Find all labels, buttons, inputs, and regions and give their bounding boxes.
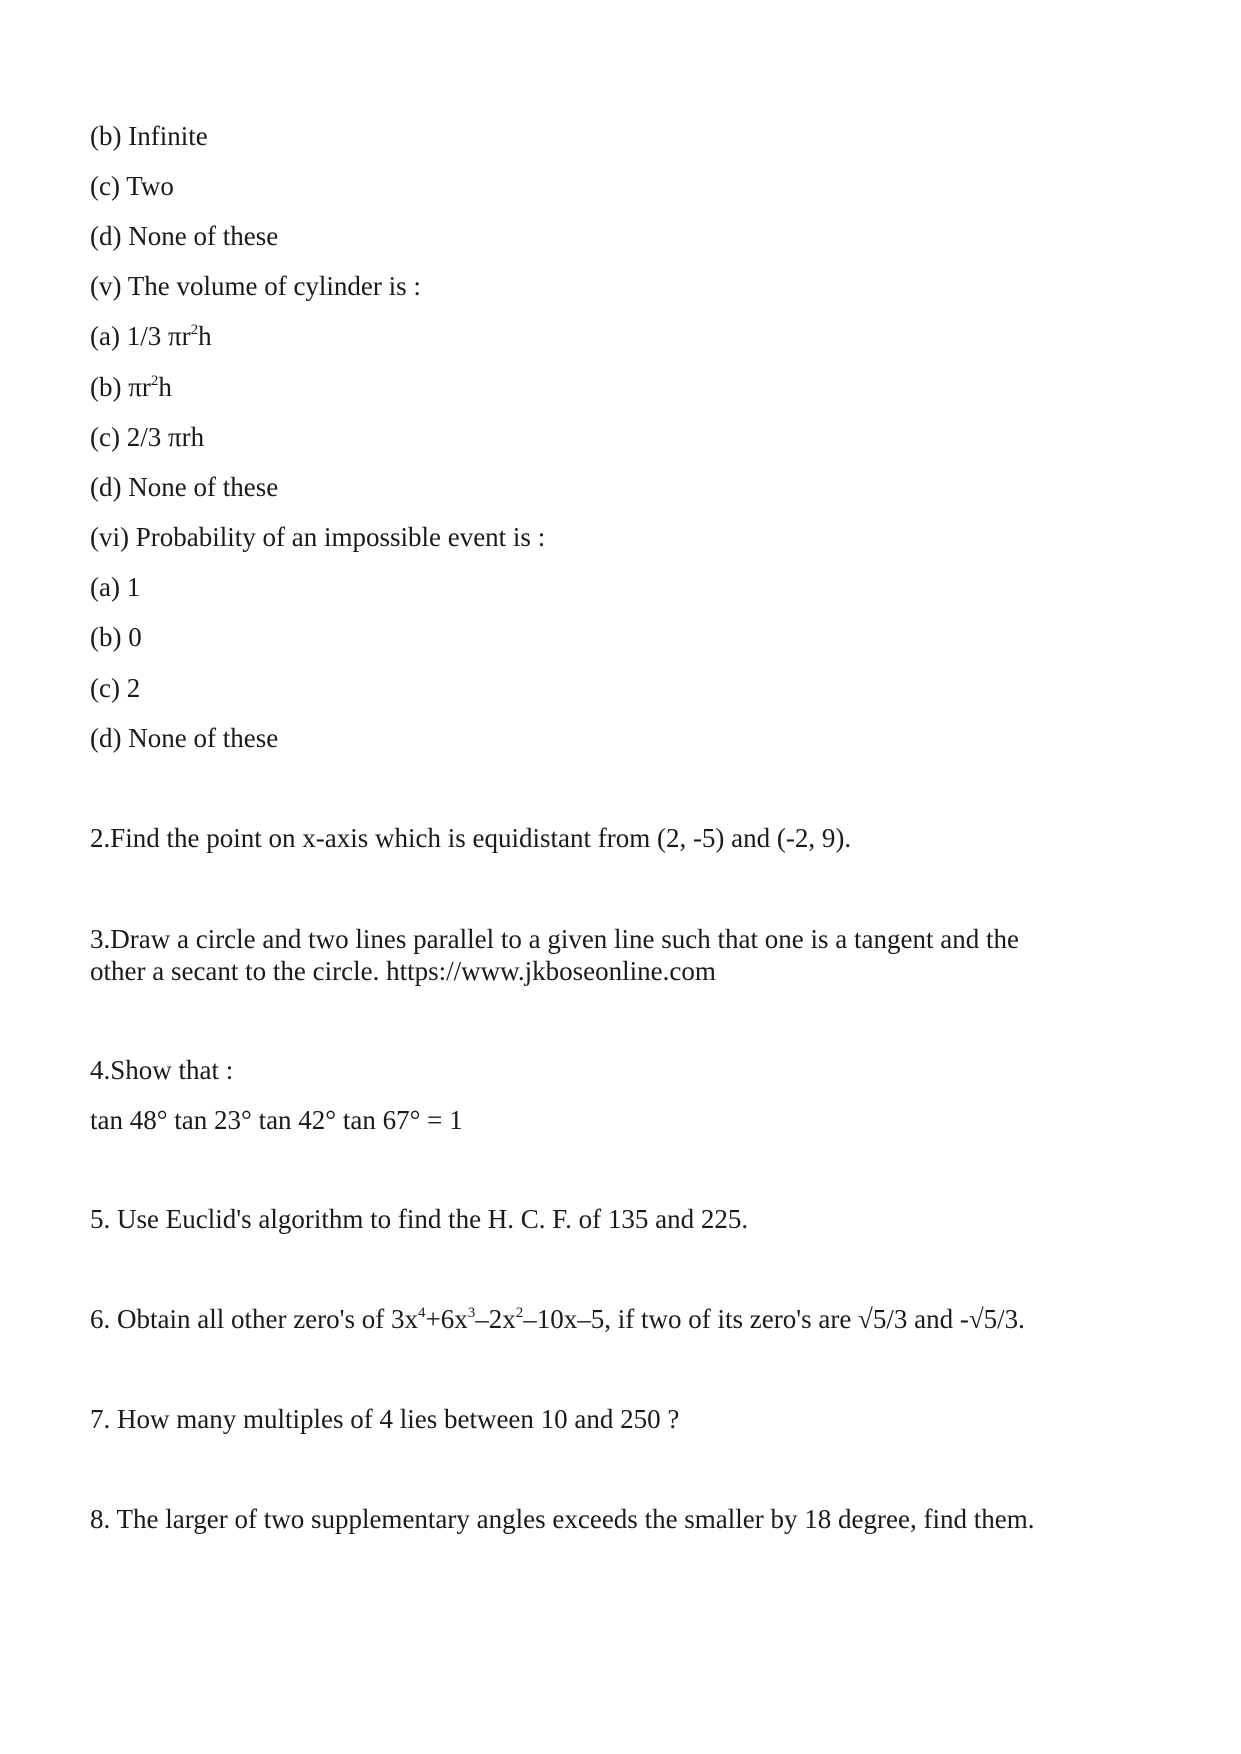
question-v-option-d: (d) None of these <box>90 472 279 502</box>
question-3-line-2: other a secant to the circle. https://www.jkboseonline.com <box>90 956 716 986</box>
question-8: 8. The larger of two supplementary angles exceeds the smaller by 18 degree, find them. <box>90 1504 1035 1534</box>
option-c-two: (c) Two <box>90 171 174 201</box>
question-vi: (vi) Probability of an impossible event is : <box>90 522 546 552</box>
question-v: (v) The volume of cylinder is : <box>90 271 421 301</box>
question-v-option-c: (c) 2/3 πrh <box>90 422 205 452</box>
question-6: 6. Obtain all other zero's of $3x^4+6x^3-2x^2-10x-5$, if two of its zero's are √5/3 and -√5/3. <box>90 1304 1025 1334</box>
option-d-none: (d) None of these <box>90 221 279 251</box>
question-4-equation: tan 48° tan 23° tan 42° tan 67° = 1 <box>90 1105 463 1135</box>
question-v-option-a: (a) 1/3 $\pi r^2h$ <box>90 321 212 351</box>
question-7: 7. How many multiples of 4 lies between 10 and 250 ? <box>90 1404 680 1434</box>
question-4-line-1: 4.Show that : <box>90 1055 234 1085</box>
question-5: 5. Use Euclid's algorithm to find the H. C. F. of 135 and 225. <box>90 1204 749 1234</box>
question-vi-option-b: (b) 0 <box>90 622 142 652</box>
question-v-option-b: (b) $\pi r^2h$ <box>90 372 172 402</box>
question-3-line-1: 3.Draw a circle and two lines parallel to a given line such that one is a tangent and the <box>90 924 1019 954</box>
option-b-infinite: (b) Infinite <box>90 121 208 151</box>
question-vi-option-a: (a) 1 <box>90 572 141 602</box>
question-vi-option-d: (d) None of these <box>90 723 279 753</box>
question-2: 2.Find the point on x-axis which is equidistant from (2, -5) and (-2, 9). <box>90 823 852 853</box>
question-vi-option-c: (c) 2 <box>90 673 141 703</box>
